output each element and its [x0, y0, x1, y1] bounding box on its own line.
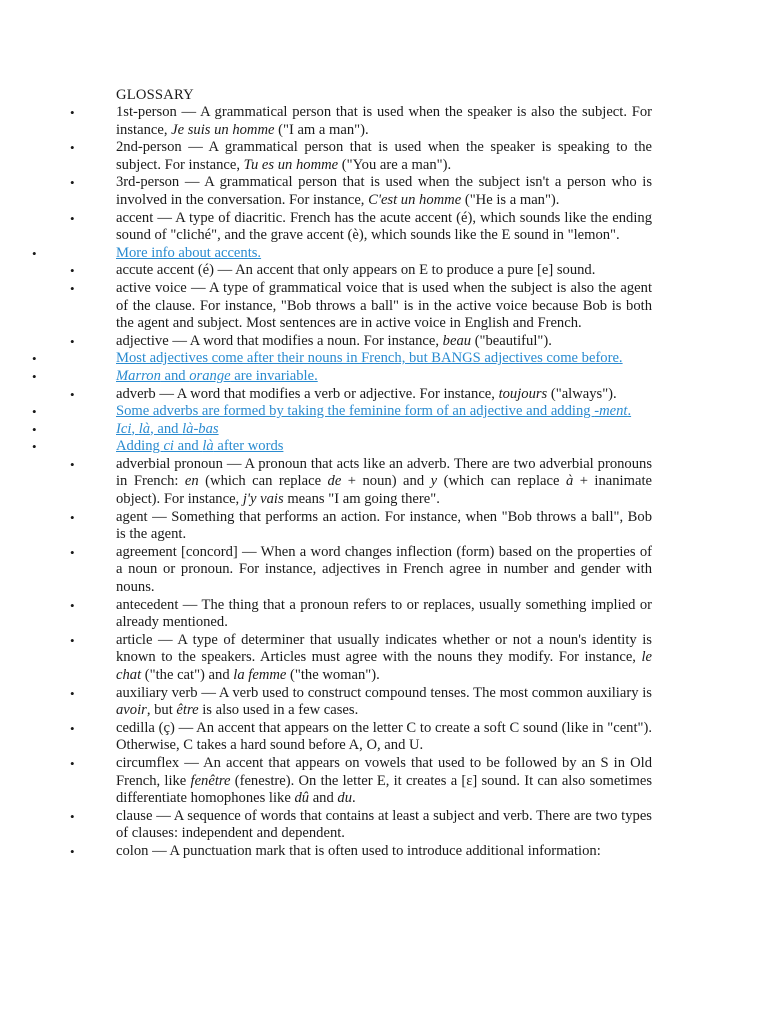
text-run: (which can replace: [198, 473, 328, 490]
text-run: .: [352, 790, 356, 807]
text-run: auxiliary verb — A verb used to construct compound tenses. The most common auxiliary is: [116, 684, 652, 701]
glossary-entry-text: [116, 262, 595, 278]
glossary-entry: [0, 632, 652, 685]
text-run: Most adjectives come after their nouns in French, but BANGS adjectives come before.: [116, 350, 623, 367]
bullet-marker: •: [70, 280, 75, 296]
italic-term: là: [202, 438, 214, 455]
bullet-marker: •: [70, 632, 75, 648]
glossary-entry-text: [116, 755, 652, 806]
glossary-link-item[interactable]: [0, 438, 652, 456]
bullet-marker: •: [70, 544, 75, 560]
glossary-entry: [0, 755, 652, 808]
bullet-marker: •: [70, 140, 75, 156]
text-run: agent — Something that performs an action. For instance, when "Bob throws a ball", Bob is the agent.: [116, 508, 652, 543]
bullet-marker: •: [70, 755, 75, 771]
glossary-link-item[interactable]: [0, 421, 652, 439]
bullet-marker: •: [70, 263, 75, 279]
glossary-entry: [0, 808, 652, 843]
text-run: (which can replace: [437, 473, 566, 490]
glossary-entry: [0, 104, 652, 139]
glossary-link-item[interactable]: [0, 245, 652, 263]
bullet-marker: •: [70, 720, 75, 736]
glossary-link[interactable]: [116, 368, 318, 384]
glossary-link[interactable]: [116, 421, 219, 437]
italic-term: Je suis un homme: [171, 121, 275, 138]
italic-term: dû: [294, 790, 310, 807]
bullet-marker: •: [32, 439, 37, 455]
text-run: and: [160, 367, 190, 384]
text-run: article — A type of determiner that usually indicates whether or not a noun's identity is known to the speakers. Articles must agree with the nouns they modify. For instance,: [116, 631, 652, 666]
italic-term: la femme: [233, 667, 287, 683]
text-run: ("You are a man").: [338, 156, 452, 173]
text-run: ("always").: [547, 385, 617, 402]
glossary-link[interactable]: [116, 403, 631, 419]
text-run: 2nd-person — A grammatical person that is used when the speaker is speaking to the subject. For instance,: [116, 139, 652, 173]
text-run: and: [173, 438, 203, 455]
italic-term: C'est un homme: [368, 191, 462, 208]
glossary-link-item[interactable]: [0, 368, 652, 386]
italic-term: Tu es un homme: [243, 156, 339, 173]
italic-term: orange: [189, 367, 231, 384]
text-run: ("I am a man").: [274, 121, 369, 138]
text-run: ,: [131, 420, 139, 437]
glossary-entry-text: [116, 210, 652, 244]
text-run: .: [627, 403, 632, 420]
glossary-entry: [0, 685, 652, 720]
glossary-entry-text: [116, 843, 601, 859]
text-run: cedilla (ç) — An accent that appears on the letter C to create a soft C sound (like in "cent"). Otherwise, C takes a hard sound before A, O, and U.: [116, 719, 652, 754]
glossary-title: GLOSSARY: [116, 87, 194, 103]
italic-term: j'y vais: [242, 491, 284, 508]
text-run: + inanimate object). For instance,: [116, 473, 652, 508]
glossary-entry-text: [116, 597, 652, 631]
glossary-entry-text: [116, 808, 652, 842]
bullet-marker: •: [32, 245, 37, 261]
italic-term: là-bas: [182, 420, 219, 437]
text-run: clause — A sequence of words that contains at least a subject and verb. There are two types of clauses: independent and dependent.: [116, 807, 652, 842]
text-run: accent — A type of diacritic. French has the acute accent (é), which sounds like the ending sound of "cliché", and the grave accent (è), which sounds like the E sound in "lemon".: [116, 209, 652, 244]
glossary-entry-text: [116, 509, 652, 543]
glossary-entry-text: [116, 139, 652, 173]
glossary-entry: [0, 843, 652, 861]
bullet-marker: •: [70, 386, 75, 402]
text-run: (fenestre). On the letter E, it creates a [ɛ] sound. It can also sometimes differentiate homophones like: [116, 772, 652, 807]
text-run: 3rd-person — A grammatical person that is used when the subject isn't a person who is involved in the conversation. For instance,: [116, 174, 652, 208]
text-run: accute accent (é) — An accent that only appears on E to produce a pure [e] sound.: [116, 262, 596, 279]
glossary-entry: [0, 456, 652, 509]
text-run: antecedent — The thing that a pronoun refers to or replaces, usually something implied or already mentioned.: [116, 596, 652, 631]
glossary-entry-text: [116, 685, 652, 719]
text-run: , but: [146, 702, 177, 719]
glossary-entry-text: [116, 174, 652, 208]
glossary-entry: [0, 139, 652, 174]
text-run: adverbial pronoun — A pronoun that acts like an adverb. There are two adverbial pronouns in French:: [116, 455, 652, 490]
bullet-marker: •: [70, 509, 75, 525]
bullet-marker: •: [70, 685, 75, 701]
italic-term: avoir: [116, 702, 147, 719]
text-run: Adding: [116, 438, 164, 455]
italic-term: y: [430, 473, 438, 490]
bullet-marker: •: [70, 175, 75, 191]
glossary-entry: [0, 262, 652, 280]
bullet-marker: •: [70, 808, 75, 824]
glossary-link-item[interactable]: [0, 350, 652, 368]
bullet-marker: •: [32, 368, 37, 384]
glossary-entry-text: [116, 333, 552, 349]
text-run: active voice — A type of grammatical voice that is used when the subject is also the agent of the clause. For instance, "Bob throws a ball" is in the active voice because Bob is both the agent and subject. Most sentences are in active voice in English and French.: [116, 279, 652, 332]
bullet-marker: •: [32, 404, 37, 420]
glossary-link[interactable]: [116, 438, 283, 454]
glossary-entry-text: [116, 456, 652, 507]
italic-term: du: [337, 790, 353, 807]
text-run: + noun) and: [341, 473, 431, 490]
text-run: ("beautiful").: [471, 332, 552, 349]
italic-term: être: [176, 702, 199, 719]
italic-term: en: [184, 473, 199, 490]
glossary-link[interactable]: [116, 245, 261, 261]
text-run: means "I am going there".: [283, 491, 440, 508]
text-run: is also used in a few cases.: [198, 702, 359, 719]
text-run: circumflex — An accent that appears on vowels that used to be followed by an S in Old French, like: [116, 754, 652, 789]
glossary-entry-text: [116, 386, 617, 402]
text-run: 1st-person — A grammatical person that is used when the speaker is also the subject. For instance,: [116, 104, 652, 138]
bullet-marker: •: [70, 210, 75, 226]
glossary-entry: [0, 597, 652, 632]
glossary-entry-text: [116, 720, 652, 754]
glossary-entry-text: [116, 280, 652, 331]
text-run: colon — A punctuation mark that is often used to introduce additional information:: [116, 842, 601, 859]
glossary-link[interactable]: [116, 350, 623, 366]
glossary-list: [0, 104, 768, 861]
italic-term: à: [565, 473, 574, 490]
italic-term: le chat: [116, 649, 652, 683]
text-run: , and: [150, 420, 183, 437]
glossary-link-item[interactable]: [0, 403, 652, 421]
italic-term: fenêtre: [190, 772, 231, 789]
bullet-marker: •: [70, 333, 75, 349]
bullet-marker: •: [70, 843, 75, 859]
text-run: adjective — A word that modifies a noun. For instance,: [116, 332, 443, 349]
bullet-marker: •: [32, 351, 37, 367]
text-run: are invariable.: [230, 367, 318, 384]
text-run: agreement [concord] — When a word changes inflection (form) based on the properties of a noun or pronoun. For instance, adjectives in French agree in number and gender with nouns.: [116, 543, 652, 596]
italic-term: Ici: [116, 420, 132, 437]
bullet-marker: •: [32, 421, 37, 437]
text-run: adverb — A word that modifies a verb or adjective. For instance,: [116, 385, 499, 402]
glossary-entry-text: [116, 632, 652, 683]
text-run: after words: [213, 438, 284, 455]
text-run: ("the woman").: [286, 667, 380, 683]
glossary-entry: [0, 720, 652, 755]
glossary-entry: [0, 210, 652, 245]
italic-term: Marron: [116, 367, 161, 384]
italic-term: toujours: [498, 385, 548, 402]
glossary-entry-text: [116, 544, 652, 595]
italic-term: ci: [163, 438, 174, 455]
glossary-entry: [0, 174, 652, 209]
bullet-marker: •: [70, 105, 75, 120]
italic-term: -ment: [594, 403, 628, 420]
italic-term: de: [327, 473, 342, 490]
text-run: ("the cat") and: [141, 667, 234, 683]
glossary-entry: [0, 509, 652, 544]
text-run: ("He is a man").: [461, 191, 560, 208]
glossary-entry: [0, 280, 652, 333]
text-run: and: [309, 790, 338, 807]
italic-term: là: [138, 420, 151, 437]
bullet-marker: •: [70, 597, 75, 613]
glossary-entry-text: [116, 104, 652, 138]
bullet-marker: •: [70, 456, 75, 472]
glossary-entry: [0, 544, 652, 597]
text-run: Some adverbs are formed by taking the feminine form of an adjective and adding: [116, 403, 595, 420]
glossary-entry: [0, 386, 652, 404]
text-run: More info about accents.: [116, 244, 262, 261]
italic-term: beau: [442, 332, 472, 349]
glossary-entry: [0, 333, 652, 351]
